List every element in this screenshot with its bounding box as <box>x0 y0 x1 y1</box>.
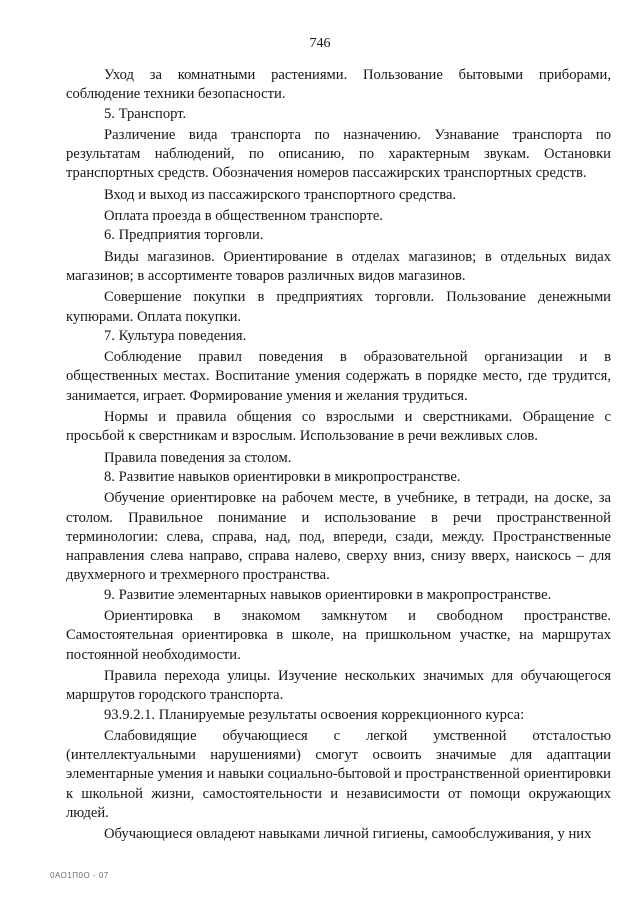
section-heading-trade: 6. Предприятия торговли. <box>104 227 264 244</box>
footer-code: 0АО1П0О - 07 <box>50 871 109 880</box>
paragraph: Обучение ориентировке на рабочем месте, в учебнике, в тетради, на доске, за столом. Правильное понимание и использование в речи пространственной терминологии: слева, справа, над, под, впереди, сзади, между. Пространственные направления слева направо, справа налево, сверху вниз, снизу вверх, наискось – для двухмерного и трехмерного пространства. <box>66 490 611 584</box>
paragraph: Нормы и правила общения со взрослыми и сверстниками. Обращение с просьбой к сверстникам и взрослым. Использование в речи вежливых слов. <box>66 409 611 445</box>
section-heading-micro-orientation: 8. Развитие навыков ориентировки в микропространстве. <box>104 468 461 485</box>
paragraph: Ориентировка в знакомом замкнутом и свободном пространстве. Самостоятельная ориентировка в школе, на пришкольном участке, на маршрутах постоянной необходимости. <box>66 608 611 663</box>
paragraph: Уход за комнатными растениями. Пользование бытовыми приборами, соблюдение техники безопасности. <box>66 67 611 103</box>
paragraph: Слабовидящие обучающиеся с легкой умственной отсталостью (интеллектуальными нарушениями) смогут освоить значимые для адаптации элементарные умения и навыки социально-бытовой и пространственной ориентировки к школьной жизни, самостоятельности и независимости от помощи окружающих людей. <box>66 727 611 821</box>
section-heading-transport: 5. Транспорт. <box>104 105 187 122</box>
paragraph: Оплата проезда в общественном транспорте. <box>104 208 384 225</box>
paragraph: Обучающиеся овладеют навыками личной гигиены, самообслуживания, у них <box>104 826 592 843</box>
paragraph: Различение вида транспорта по назначению. Узнавание транспорта по результатам наблюдений, по описанию, по характерным звукам. Остановки транспортных средств. Обозначения номеров пассажирских транспортных средств. <box>66 126 611 182</box>
section-heading-behavior: 7. Культура поведения. <box>104 327 247 344</box>
paragraph: Правила перехода улицы. Изучение нескольких значимых для обучающегося маршрутов городского транспорта. <box>66 667 611 704</box>
section-heading-macro-orientation: 9. Развитие элементарных навыков ориентировки в макропространстве. <box>104 586 552 603</box>
paragraph: Виды магазинов. Ориентирование в отделах магазинов; в отдельных видах магазинов; в ассортименте товаров различных видов магазинов. <box>66 248 611 284</box>
paragraph: Правила поведения за столом. <box>104 449 292 466</box>
paragraph: Совершение покупки в предприятиях торговли. Пользование денежными купюрами. Оплата покупки. <box>66 289 611 325</box>
page-number: 746 <box>309 36 331 51</box>
document-body <box>66 66 611 845</box>
paragraph: Соблюдение правил поведения в образовательной организации и в общественных местах. Воспитание умения содержать в порядке место, где трудится, занимается, играет. Формирование умения и желания трудиться. <box>66 349 611 404</box>
section-heading-results: 93.9.2.1. Планируемые результаты освоения коррекционного курса: <box>104 706 525 723</box>
paragraph: Вход и выход из пассажирского транспортного средства. <box>104 186 457 203</box>
